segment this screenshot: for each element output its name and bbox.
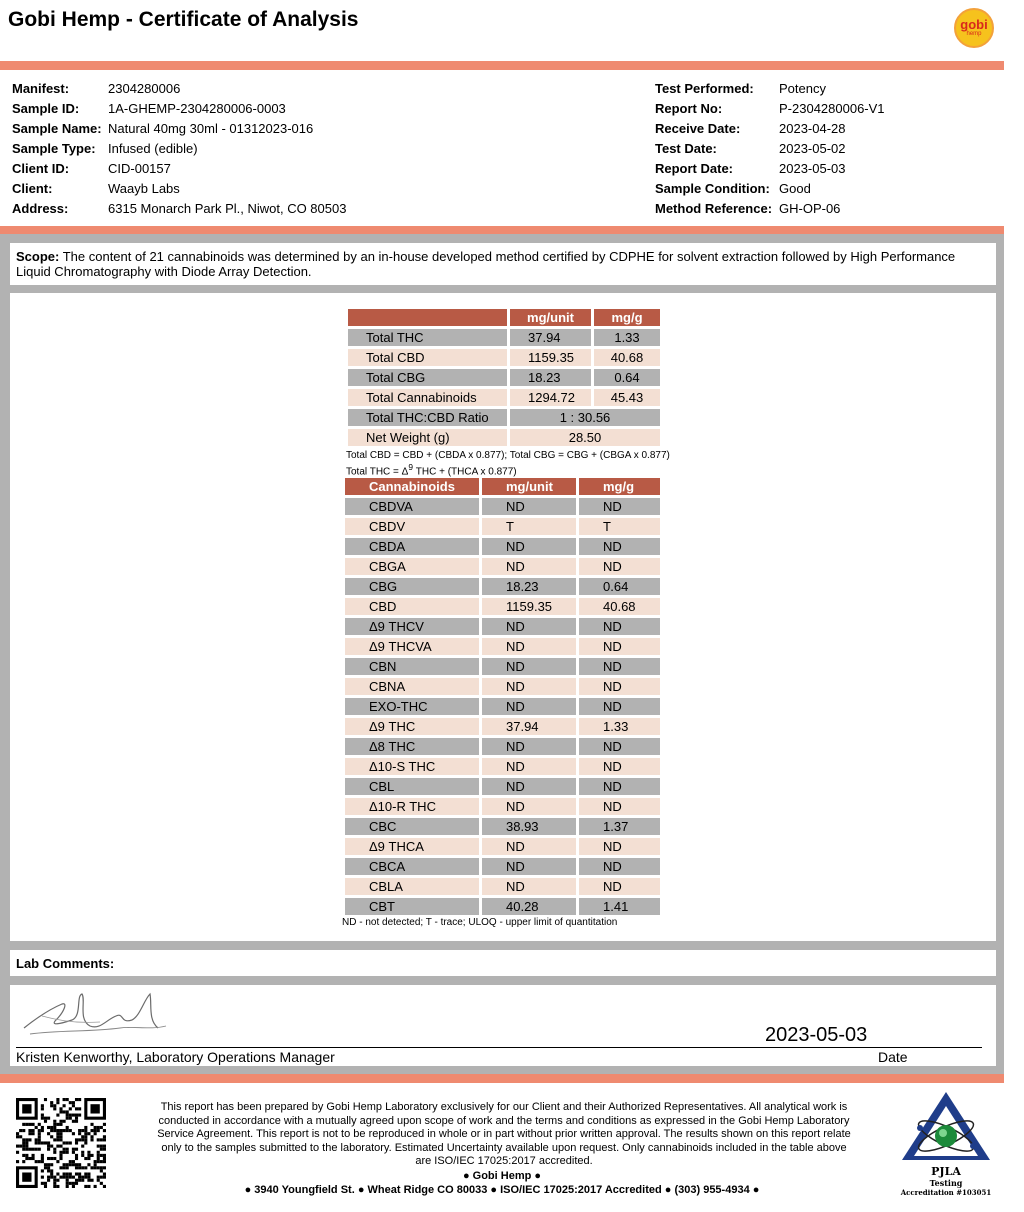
info-value: 2023-04-28 [779, 121, 846, 136]
cannabinoids-table [342, 475, 663, 918]
signatory-name: Kristen Kenworthy, Laboratory Operations Manager [16, 1049, 335, 1065]
note-prefix: Total THC = Δ [346, 466, 409, 478]
cell-mg-unit: 18.23 [482, 578, 576, 595]
info-label: Method Reference: [655, 201, 773, 216]
cell-mg-unit: ND [482, 678, 576, 695]
cell-mg-unit: ND [482, 658, 576, 675]
info-value: Infused (edible) [108, 141, 198, 156]
footer-address: ● 3940 Youngfield St. ● Wheat Ridge CO 80033 ● ISO/IEC 17025:2017 Accredited ● (303) 955-4934 ● [244, 1184, 760, 1196]
cell-mg-g: ND [579, 758, 660, 775]
cell-name: CBLA [345, 878, 479, 895]
pjla-text-block [898, 1166, 994, 1197]
cell-mg-g: ND [579, 698, 660, 715]
info-value: Natural 40mg 30ml - 01312023-016 [108, 121, 314, 136]
cell-mg-g: ND [579, 558, 660, 575]
cell-name: Total CBG [348, 369, 507, 386]
info-label: Client: [12, 181, 53, 196]
cell-weight-value: 28.50 [510, 429, 660, 446]
info-value: 6315 Monarch Park Pl., Niwot, CO 80503 [108, 201, 347, 216]
table-row [348, 369, 660, 386]
header-cell: Cannabinoids [345, 478, 479, 495]
cell-mg-unit: ND [482, 498, 576, 515]
signature-image [20, 990, 170, 1042]
table-row [345, 838, 660, 855]
info-label: Sample Name: [12, 121, 102, 136]
table-row [345, 538, 660, 555]
table-row [345, 718, 660, 735]
info-value: Good [779, 181, 811, 196]
cell-name: Δ9 THCVA [345, 638, 479, 655]
cell-mg-g: ND [579, 678, 660, 695]
cell-name: Total THC [348, 329, 507, 346]
gobi-hemp-logo [954, 8, 994, 48]
table-row [345, 878, 660, 895]
cell-mg-unit: 1159.35 [482, 598, 576, 615]
table-row [345, 658, 660, 675]
logo-main-text: gobi [960, 17, 988, 32]
cell-name: Total Cannabinoids [348, 389, 507, 406]
cell-mg-g: 40.68 [594, 349, 660, 366]
scope-box [10, 243, 996, 285]
summary-table [345, 306, 663, 449]
table-row [345, 698, 660, 715]
info-label: Test Performed: [655, 81, 754, 96]
pjla-accreditation-number: Accreditation #103051 [900, 1188, 992, 1197]
cell-name: Δ9 THC [345, 718, 479, 735]
footer-band [0, 1074, 1004, 1083]
cell-name: CBT [345, 898, 479, 915]
cell-name: CBDA [345, 538, 479, 555]
cell-mg-unit: ND [482, 838, 576, 855]
date-label: Date [878, 1049, 908, 1065]
info-row-client [12, 179, 346, 199]
header-band [0, 61, 1004, 70]
table-row-weight [348, 429, 660, 446]
cell-name: Δ9 THCV [345, 618, 479, 635]
info-label: Receive Date: [655, 121, 741, 136]
info-value: CID-00157 [108, 161, 171, 176]
cell-name: Total CBD [348, 349, 507, 366]
table-header-row [345, 478, 660, 495]
cell-mg-unit: 37.94 [510, 329, 591, 346]
info-value: 2304280006 [108, 81, 181, 96]
signature-date: 2023-05-03 [765, 1024, 868, 1046]
signature-line [16, 1047, 982, 1048]
table-row [345, 618, 660, 635]
cell-ratio-value: 1 : 30.56 [510, 409, 660, 426]
info-row-manifest [12, 79, 346, 99]
cell-name: EXO-THC [345, 698, 479, 715]
info-row-method-reference [655, 199, 885, 219]
table-row [348, 329, 660, 346]
info-value: 2023-05-03 [779, 161, 846, 176]
table-row [345, 558, 660, 575]
cell-mg-g: ND [579, 798, 660, 815]
cell-name: Net Weight (g) [348, 429, 507, 446]
logo-sub-text: hemp [966, 31, 982, 37]
table-row [345, 898, 660, 915]
cell-mg-g: 0.64 [579, 578, 660, 595]
table-row [345, 678, 660, 695]
header-cell [348, 309, 507, 326]
cell-mg-unit: 40.28 [482, 898, 576, 915]
info-label: Report Date: [655, 161, 734, 176]
lab-comments-box [10, 950, 996, 976]
cell-mg-g: 1.41 [579, 898, 660, 915]
info-row-test-performed [655, 79, 885, 99]
cell-name: CBD [345, 598, 479, 615]
cell-mg-unit: ND [482, 858, 576, 875]
info-label: Manifest: [12, 81, 70, 96]
info-row-test-date [655, 139, 885, 159]
header-cell: mg/unit [510, 309, 591, 326]
disclaimer-text: This report has been prepared by Gobi Hemp Laboratory exclusively for our Client and their Authorized Representatives. All analytical work is conducted in accordance with a mutually agreed upon scope of work and the terms and conditions as expressed in the Gobi Hemp Laboratory Service Agreement. This report is not to be reproduced in whole or in part without prior written approval. The results shown on this report relate only to the samples submitted to the laboratory. Estimated Uncertainty available upon request. Only cannabinoids included in the table above are ISO/IEC 17025:2017 accredited. [157, 1101, 851, 1167]
pjla-testing: Testing [929, 1178, 963, 1188]
table-header-row [348, 309, 660, 326]
cell-name: CBDVA [345, 498, 479, 515]
info-row-address [12, 199, 346, 219]
sample-info-right [655, 79, 885, 219]
table-row [348, 349, 660, 366]
table-row [345, 498, 660, 515]
cell-mg-g: ND [579, 618, 660, 635]
cell-mg-g: 1.33 [594, 329, 660, 346]
cell-mg-g: ND [579, 838, 660, 855]
page-title: Gobi Hemp - Certificate of Analysis [8, 8, 359, 31]
table-row [345, 518, 660, 535]
cell-name: Δ10-R THC [345, 798, 479, 815]
cell-mg-g: 0.64 [594, 369, 660, 386]
formula-note-cbd-cbg: Total CBD = CBD + (CBDA x 0.877); Total CBG = CBG + (CBGA x 0.877) [346, 450, 670, 461]
cell-mg-g: T [579, 518, 660, 535]
cell-mg-unit: ND [482, 798, 576, 815]
header-cell: mg/unit [482, 478, 576, 495]
cell-name: Δ8 THC [345, 738, 479, 755]
cell-name: Δ9 THCA [345, 838, 479, 855]
info-row-report-no [655, 99, 885, 119]
cell-name: CBG [345, 578, 479, 595]
cell-name: CBDV [345, 518, 479, 535]
info-row-report-date [655, 159, 885, 179]
info-value: 2023-05-02 [779, 141, 846, 156]
table-row [345, 738, 660, 755]
info-value: GH-OP-06 [779, 201, 841, 216]
info-value: Waayb Labs [108, 181, 180, 196]
sample-info-left [12, 79, 346, 219]
cell-mg-unit: 38.93 [482, 818, 576, 835]
lab-comments-label: Lab Comments: [16, 956, 115, 971]
cell-mg-g: ND [579, 878, 660, 895]
table-row [345, 598, 660, 615]
info-label: Sample Condition: [655, 181, 770, 196]
info-row-receive-date [655, 119, 885, 139]
cannabinoids-body [345, 498, 660, 915]
info-row-client-id [12, 159, 346, 179]
info-row-sample-condition [655, 179, 885, 199]
cell-mg-unit: ND [482, 878, 576, 895]
info-value: P-2304280006-V1 [779, 101, 885, 116]
info-label: Client ID: [12, 161, 70, 176]
cell-mg-unit: ND [482, 758, 576, 775]
info-label: Sample Type: [12, 141, 96, 156]
cell-mg-unit: T [482, 518, 576, 535]
cell-mg-g: ND [579, 538, 660, 555]
cell-name: CBNA [345, 678, 479, 695]
info-label: Address: [12, 201, 69, 216]
cell-mg-g: ND [579, 658, 660, 675]
info-row-sample-type [12, 139, 346, 159]
cell-mg-unit: ND [482, 698, 576, 715]
cell-mg-unit: ND [482, 738, 576, 755]
header-cell: mg/g [579, 478, 660, 495]
cell-name: Δ10-S THC [345, 758, 479, 775]
cell-mg-unit: 37.94 [482, 718, 576, 735]
cell-name: CBN [345, 658, 479, 675]
cell-name: CBGA [345, 558, 479, 575]
info-label: Test Date: [655, 141, 717, 156]
pjla-title: PJLA [931, 1165, 961, 1178]
cell-name: Total THC:CBD Ratio [348, 409, 507, 426]
cell-mg-unit: ND [482, 538, 576, 555]
table-row [348, 389, 660, 406]
cell-mg-unit: ND [482, 618, 576, 635]
scope-label: Scope: [16, 249, 60, 264]
table-row [345, 638, 660, 655]
cell-mg-g: 40.68 [579, 598, 660, 615]
cell-name: CBC [345, 818, 479, 835]
info-value: Potency [779, 81, 826, 96]
cell-mg-g: ND [579, 738, 660, 755]
table-row-ratio [348, 409, 660, 426]
cell-mg-unit: ND [482, 638, 576, 655]
info-label: Sample ID: [12, 101, 80, 116]
header-cell: mg/g [594, 309, 660, 326]
cell-mg-g: 1.33 [579, 718, 660, 735]
table-row [345, 778, 660, 795]
info-row-sample-id [12, 99, 346, 119]
info-label: Report No: [655, 101, 723, 116]
cell-mg-unit: 18.23 [510, 369, 591, 386]
note-suffix: THC + (THCA x 0.877) [413, 466, 517, 478]
table-row [345, 578, 660, 595]
note-sup: 9 [408, 462, 413, 472]
cell-mg-g: ND [579, 858, 660, 875]
cell-mg-unit: ND [482, 558, 576, 575]
legend-note: ND - not detected; T - trace; ULOQ - upper limit of quantitation [342, 917, 618, 928]
cell-mg-g: ND [579, 778, 660, 795]
cell-name: CBCA [345, 858, 479, 875]
footer-company: ● Gobi Hemp ● [462, 1170, 542, 1182]
cell-mg-g: ND [579, 638, 660, 655]
table-row [345, 798, 660, 815]
table-row [345, 758, 660, 775]
cell-mg-g: ND [579, 498, 660, 515]
scope-text: The content of 21 cannabinoids was determined by an in-house developed method certified by CDPHE for solvent extraction followed by High Performance Liquid Chromatography with Diode Array Detection. [16, 249, 956, 279]
cell-mg-unit: ND [482, 778, 576, 795]
cell-mg-unit: 1159.35 [510, 349, 591, 366]
cell-mg-g: 1.37 [579, 818, 660, 835]
table-row [345, 818, 660, 835]
table-row [345, 858, 660, 875]
cell-mg-g: 45.43 [594, 389, 660, 406]
info-value: 1A-GHEMP-2304280006-0003 [108, 101, 286, 116]
info-row-sample-name [12, 119, 346, 139]
cell-mg-unit: 1294.72 [510, 389, 591, 406]
cell-name: CBL [345, 778, 479, 795]
